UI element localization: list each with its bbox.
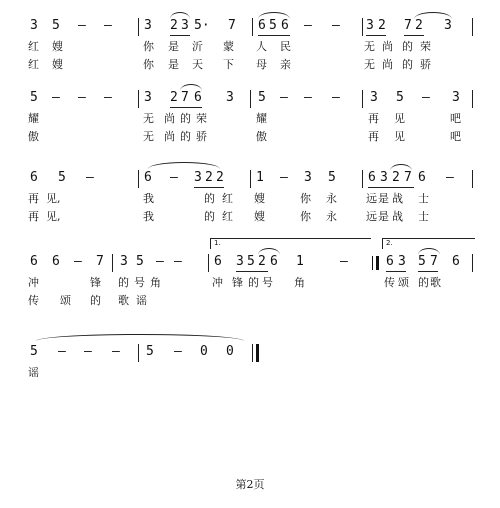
- barline: [472, 254, 473, 272]
- note: 3: [181, 18, 189, 33]
- lyric: 红: [28, 40, 39, 53]
- note: 5: [146, 344, 154, 359]
- lyric: 无: [143, 130, 154, 143]
- lyric: 人: [256, 40, 267, 53]
- lyric: 傲: [256, 130, 267, 143]
- lyric: 尚: [164, 112, 175, 125]
- underline: [366, 35, 386, 36]
- barline: [362, 18, 363, 36]
- lyric: 我: [143, 192, 154, 205]
- lyric: 谣: [28, 366, 39, 379]
- note: –: [104, 18, 112, 33]
- lyric: 嫂: [254, 210, 265, 223]
- note: –: [156, 254, 164, 269]
- barline: [138, 90, 139, 108]
- note: 5: [418, 254, 426, 269]
- lyric: 你: [143, 58, 154, 71]
- note: 3: [444, 18, 452, 33]
- note: 5·: [194, 18, 210, 33]
- note: 6: [270, 254, 278, 269]
- lyric: 耀: [28, 112, 39, 125]
- lyric: 再: [368, 112, 379, 125]
- lyric: 骄: [420, 58, 431, 71]
- note: 5: [258, 90, 266, 105]
- slur: [36, 334, 244, 341]
- barline: [250, 170, 251, 188]
- note: 3: [144, 90, 152, 105]
- note: 5: [247, 254, 255, 269]
- slur: [258, 248, 280, 255]
- lyric: 再: [28, 192, 39, 205]
- note: 3: [398, 254, 406, 269]
- lyric: 号: [262, 276, 273, 289]
- lyrics-row-4-verse-1: [0, 276, 500, 292]
- lyric: 红: [222, 210, 233, 223]
- lyric: 角: [150, 276, 161, 289]
- lyric: 传: [384, 276, 395, 289]
- lyric: 冲: [212, 276, 223, 289]
- lyric: 见: [394, 130, 405, 143]
- lyric: 的: [180, 112, 191, 125]
- note: 5: [30, 90, 38, 105]
- lyric: 谣: [136, 294, 147, 307]
- lyric: 锋: [90, 276, 101, 289]
- lyric: 歌: [118, 294, 129, 307]
- barline: [362, 170, 363, 188]
- note: –: [104, 90, 112, 105]
- note: 6: [368, 170, 376, 185]
- note: –: [174, 344, 182, 359]
- lyric: 战: [392, 192, 403, 205]
- lyric: 你: [300, 210, 311, 223]
- lyric: 亲: [280, 58, 291, 71]
- note: 2: [205, 170, 213, 185]
- lyric: 的: [204, 210, 215, 223]
- lyric: 耀: [256, 112, 267, 125]
- note: 6: [52, 254, 60, 269]
- note: 2: [258, 254, 266, 269]
- note: 5: [328, 170, 336, 185]
- barline: [362, 90, 363, 108]
- note: –: [422, 90, 430, 105]
- final-barline: [252, 344, 253, 362]
- underline: [236, 271, 268, 272]
- note: 7: [96, 254, 104, 269]
- lyric: 下: [223, 58, 234, 71]
- lyric: 是: [378, 210, 389, 223]
- lyric: 尚: [382, 58, 393, 71]
- note: 7: [228, 18, 236, 33]
- note: –: [304, 18, 312, 33]
- barline: [112, 254, 113, 272]
- barline: [472, 18, 473, 36]
- lyric: 我: [143, 210, 154, 223]
- note: 2: [378, 18, 386, 33]
- volta-label: 2.: [386, 239, 393, 247]
- note: 2: [415, 18, 423, 33]
- note: –: [332, 90, 340, 105]
- lyric: 尚: [382, 40, 393, 53]
- underline: [170, 107, 202, 108]
- note: 3: [30, 18, 38, 33]
- note: 5: [136, 254, 144, 269]
- lyric: 远: [366, 210, 377, 223]
- note: 7: [181, 90, 189, 105]
- lyric: 的: [402, 40, 413, 53]
- note: –: [280, 170, 288, 185]
- barline: [252, 18, 253, 36]
- notes-row-5: [0, 344, 500, 364]
- note: –: [332, 18, 340, 33]
- lyric: 锋: [232, 276, 243, 289]
- final-barline: [256, 344, 259, 362]
- lyric: 传: [28, 294, 39, 307]
- lyric: 红: [28, 58, 39, 71]
- note: 7: [404, 170, 412, 185]
- underline: [170, 35, 190, 36]
- lyric: 的: [418, 276, 429, 289]
- lyric: 荣: [196, 112, 207, 125]
- lyric: 民: [280, 40, 291, 53]
- lyric: 远: [366, 192, 377, 205]
- lyric: 红: [222, 192, 233, 205]
- slur: [390, 164, 412, 171]
- notes-row-1: [0, 18, 500, 38]
- note: 3: [144, 18, 152, 33]
- note: 2: [170, 18, 178, 33]
- lyric: 嫂: [52, 40, 63, 53]
- underline: [386, 271, 406, 272]
- note: 5: [52, 18, 60, 33]
- note: 6: [258, 18, 266, 33]
- note: –: [280, 90, 288, 105]
- note: –: [174, 254, 182, 269]
- lyrics-row-2-verse-2: [0, 130, 500, 146]
- lyrics-row-3-verse-1: [0, 192, 500, 208]
- note: –: [340, 254, 348, 269]
- note: 7: [430, 254, 438, 269]
- note: 2: [392, 170, 400, 185]
- note: 3: [370, 90, 378, 105]
- lyric: 见: [394, 112, 405, 125]
- note: 2: [216, 170, 224, 185]
- lyric: 角: [294, 276, 305, 289]
- note: 3: [194, 170, 202, 185]
- lyrics-row-4-verse-2: [0, 294, 500, 310]
- lyrics-row-5-verse-1: [0, 366, 500, 382]
- lyric: 天: [192, 58, 203, 71]
- lyric: 战: [392, 210, 403, 223]
- note: 6: [194, 90, 202, 105]
- slur: [258, 12, 290, 19]
- lyric: 吧: [450, 130, 461, 143]
- slur: [418, 248, 440, 255]
- note: 6: [30, 170, 38, 185]
- note: 3: [120, 254, 128, 269]
- volta-label: 1.: [214, 239, 221, 247]
- lyric: 骄: [196, 130, 207, 143]
- lyric: 沂: [192, 40, 203, 53]
- lyric: 母: [256, 58, 267, 71]
- lyric: 蒙: [223, 40, 234, 53]
- note: 5: [30, 344, 38, 359]
- note: –: [74, 254, 82, 269]
- lyric: 再: [28, 210, 39, 223]
- note: 3: [380, 170, 388, 185]
- lyrics-row-2-verse-1: [0, 112, 500, 128]
- slur: [148, 162, 220, 169]
- barline: [472, 90, 473, 108]
- lyric: 吧: [450, 112, 461, 125]
- lyric: 永: [326, 192, 337, 205]
- note: –: [84, 344, 92, 359]
- lyric: 的: [204, 192, 215, 205]
- note: –: [170, 170, 178, 185]
- underline: [194, 187, 224, 188]
- repeat-barline: [376, 256, 379, 270]
- barline: [138, 18, 139, 36]
- slur: [180, 84, 202, 91]
- lyric: 的: [118, 276, 129, 289]
- note: –: [52, 90, 60, 105]
- lyric: 无: [364, 40, 375, 53]
- note: 5: [58, 170, 66, 185]
- lyric: 无: [364, 58, 375, 71]
- barline: [138, 170, 139, 188]
- page-number: 第2页: [235, 478, 265, 491]
- note: 3: [226, 90, 234, 105]
- lyric: 是: [378, 192, 389, 205]
- lyric: 的: [90, 294, 101, 307]
- lyric: 士: [418, 210, 429, 223]
- note: 5: [269, 18, 277, 33]
- underline: [418, 271, 438, 272]
- lyric: 号: [134, 276, 145, 289]
- lyrics-row-1-verse-2: [0, 58, 500, 74]
- volta-bracket-1: [210, 238, 371, 249]
- note: 0: [226, 344, 234, 359]
- underline: [258, 35, 290, 36]
- underline: [404, 35, 424, 36]
- lyric: 冲: [28, 276, 39, 289]
- lyric: 歌: [430, 276, 441, 289]
- note: –: [304, 90, 312, 105]
- lyric: 嫂: [254, 192, 265, 205]
- lyric: 见,: [46, 192, 61, 205]
- lyrics-row-3-verse-2: [0, 210, 500, 226]
- note: 7: [404, 18, 412, 33]
- lyric: 的: [180, 130, 191, 143]
- note: 1: [296, 254, 304, 269]
- note: 3: [366, 18, 374, 33]
- note: 2: [170, 90, 178, 105]
- underline: [368, 187, 414, 188]
- lyric: 再: [368, 130, 379, 143]
- lyric: 士: [418, 192, 429, 205]
- note: –: [446, 170, 454, 185]
- lyric: 是: [168, 40, 179, 53]
- lyric: 你: [300, 192, 311, 205]
- note: 6: [281, 18, 289, 33]
- note: –: [78, 90, 86, 105]
- lyric: 永: [326, 210, 337, 223]
- lyric: 的: [248, 276, 259, 289]
- barline: [138, 344, 139, 362]
- lyric: 见,: [46, 210, 61, 223]
- lyric: 尚: [164, 130, 175, 143]
- repeat-barline: [372, 256, 373, 270]
- lyric: 你: [143, 40, 154, 53]
- note: 6: [418, 170, 426, 185]
- note: 6: [144, 170, 152, 185]
- note: 3: [452, 90, 460, 105]
- lyric: 颂: [398, 276, 409, 289]
- lyric: 傲: [28, 130, 39, 143]
- lyric: 的: [402, 58, 413, 71]
- note: 3: [236, 254, 244, 269]
- slur: [170, 12, 190, 19]
- barline: [472, 170, 473, 188]
- slur: [414, 12, 452, 19]
- note: –: [112, 344, 120, 359]
- lyric: 嫂: [52, 58, 63, 71]
- note: –: [58, 344, 66, 359]
- lyric: 无: [143, 112, 154, 125]
- note: 6: [214, 254, 222, 269]
- lyric: 荣: [420, 40, 431, 53]
- note: 6: [386, 254, 394, 269]
- note: 5: [396, 90, 404, 105]
- barline: [250, 90, 251, 108]
- barline: [208, 254, 209, 272]
- note: 3: [304, 170, 312, 185]
- note: 1: [256, 170, 264, 185]
- lyric: 是: [168, 58, 179, 71]
- lyric: 颂: [60, 294, 71, 307]
- note: –: [86, 170, 94, 185]
- note: –: [78, 18, 86, 33]
- note: 6: [30, 254, 38, 269]
- note: 6: [452, 254, 460, 269]
- lyrics-row-1-verse-1: [0, 40, 500, 56]
- note: 0: [200, 344, 208, 359]
